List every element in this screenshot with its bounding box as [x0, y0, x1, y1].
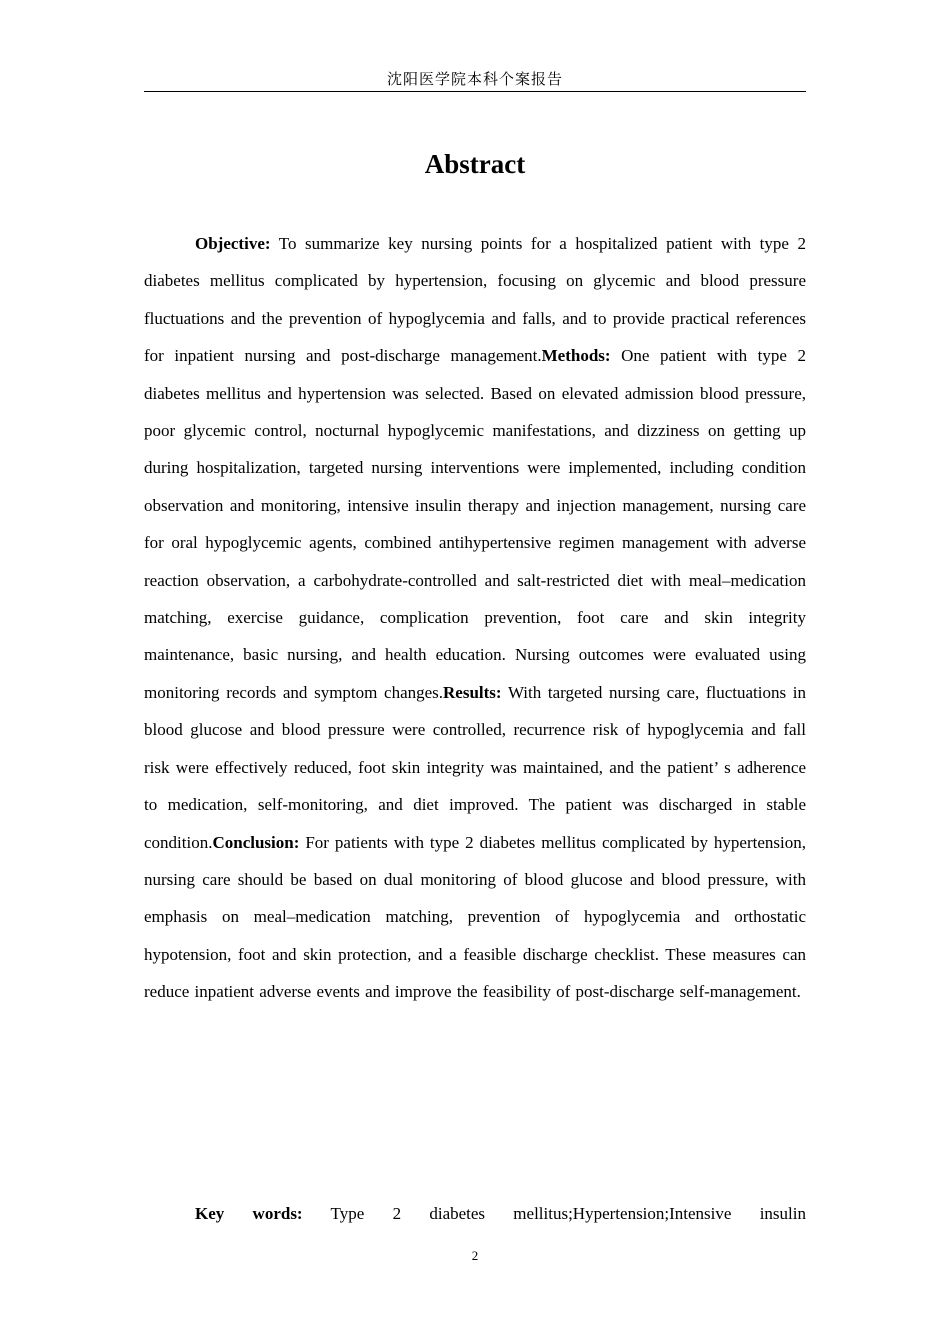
keywords-label: Key words: — [195, 1204, 303, 1223]
keywords-line — [144, 1195, 806, 1232]
results-label: Results: — [443, 682, 502, 702]
header-rule — [144, 91, 806, 92]
results-text: With targeted nursing care, fluctuations in blood glucose and blood pressure were controlled, recurrence risk of hypoglycemia and fall risk were effectively reduced, foot skin integrity was maintained, and the patient’ s adherence to medication, self-monitoring, and diet improved. The patient was discharged in stable condition. — [144, 682, 806, 852]
conclusion-text: For patients with type 2 diabetes mellitus complicated by hypertension, nursing care should be based on dual monitoring of blood glucose and blood pressure, with emphasis on meal–medication matching, prevention of hypoglycemia and orthostatic hypotension, foot and skin protection, and a feasible discharge checklist. These measures can reduce inpatient adverse events and improve the feasibility of post-discharge self-management. — [144, 832, 806, 1002]
abstract-body — [144, 225, 806, 1011]
conclusion-label: Conclusion: — [212, 832, 300, 852]
keywords-text: Type 2 diabetes mellitus;Hypertension;Intensive insulin — [302, 1204, 806, 1223]
objective-label: Objective: — [195, 234, 271, 253]
running-header: 沈阳医学院本科个案报告 — [386, 70, 563, 88]
methods-label: Methods: — [541, 346, 611, 366]
methods-text: One patient with type 2 diabetes mellitus and hypertension was selected. Based on elevated admission blood pressure, poor glycemic control, nocturnal hypoglycemic manifestations, and dizziness on getting up during hospitalization, targeted nursing interventions were implemented, including condition observation and monitoring, intensive insulin therapy and injection management, nursing care for oral hypoglycemic agents, combined antihypertensive regimen management with adverse reaction observation, a carbohydrate-controlled and salt-restricted diet with meal–medication matching, exercise guidance, complication prevention, foot care and skin integrity maintenance, basic nursing, and health education. Nursing outcomes were evaluated using monitoring records and symptom changes. — [144, 346, 806, 702]
page-number: 2 — [471, 1248, 479, 1263]
abstract-title: Abstract — [424, 149, 526, 179]
objective-text: To summarize key nursing points for a hospitalized patient with type 2 diabetes mellitus complicated by hypertension, focusing on glycemic and blood pressure fluctuations and the prevention of hypoglycemia and falls, and to provide practical references for inpatient nursing and post-discharge management. — [144, 234, 806, 366]
